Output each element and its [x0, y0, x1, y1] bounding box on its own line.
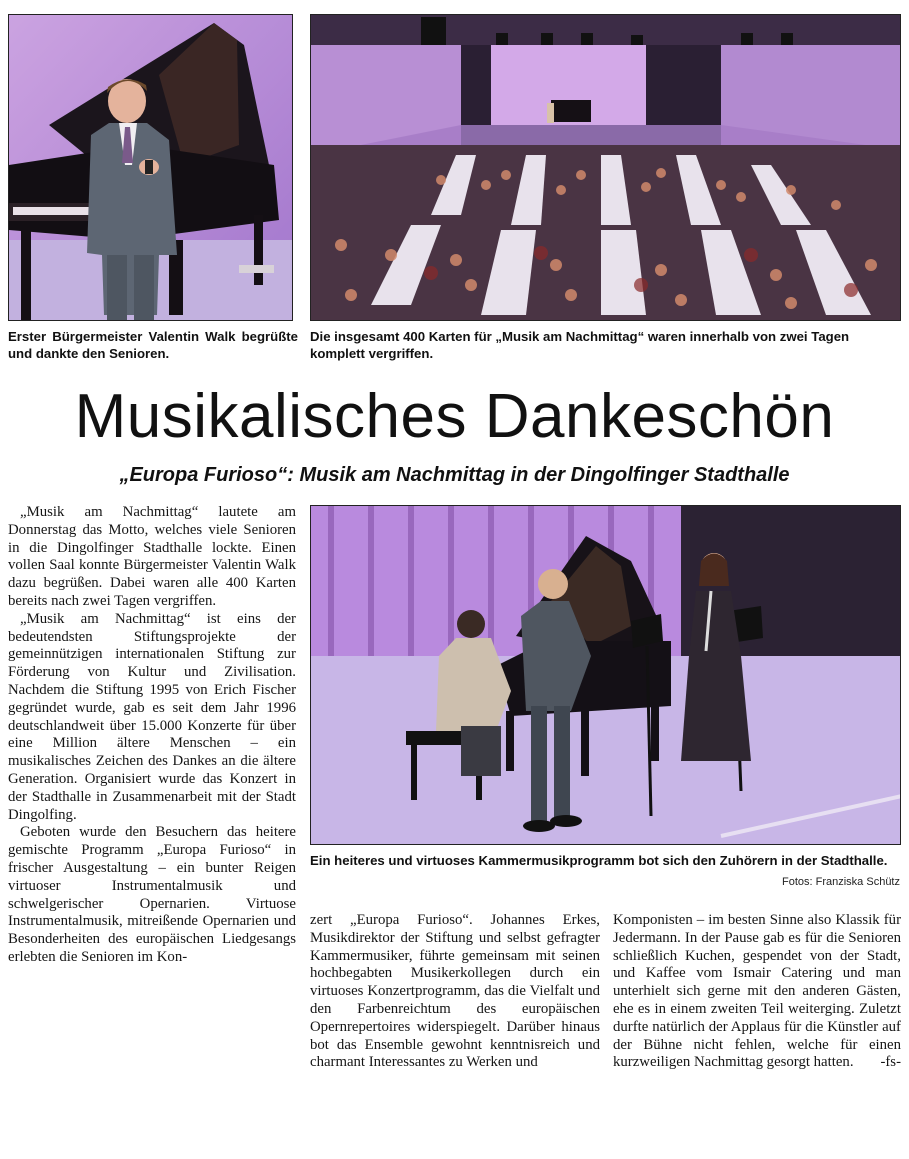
paragraph-intro: „Musik am Nachmittag“ lautete am Donnerstag das Motto, welches viele Senioren in die Dingolfinger Stadthalle lockte. Einen vollen Saal konnte Bürgermeister Valentin Walk dazu begrüßen. Dabei waren alle 400 Karten bereits nach zwei Tagen vergriffen.	[8, 504, 296, 609]
chamber-music-illustration	[311, 506, 901, 845]
paragraph-closing	[613, 912, 901, 1072]
author-initials: -fs-	[880, 1054, 901, 1071]
headline: Musikalisches Dankeschön	[74, 382, 835, 451]
caption-mayor: Erster Bürgermeister Valentin Walk begrüßte und dankte den Senioren.	[8, 329, 298, 361]
subheadline: „Europa Furioso“: Musik am Nachmittag in der Dingolfinger Stadthalle	[119, 464, 790, 486]
closing-text: Komponisten – im besten Sinne also Klassik für Jedermann. In der Pause gab es für die Senioren schließlich Kuchen, gespendet von der Stadt, und Kaffee vom Ismair Catering und man unterhielt sich gerne mit den anderen Gästen, ehe es in einem zweiten Teil weiterging. Zuletzt durfte natürlich der Applaus für die Künstler auf der Bühne nicht fehlen, welche für einen kurzweiligen Nachmittag gesorgt hatten.	[613, 912, 901, 1071]
article-column-1	[8, 504, 296, 967]
photo-credit: Fotos: Franziska Schütz	[782, 876, 900, 888]
photo-chamber-music	[310, 505, 901, 845]
photo-audience-hall	[310, 14, 901, 321]
mayor-speech-illustration	[9, 15, 293, 321]
paragraph-concert: zert „Europa Furioso“. Johannes Erkes, Musikdirektor der Stiftung und selbst gefragter Kammermusiker, führte gemeinsam mit seinen hochbegabten Musikerkollegen durch ein virtuoses Konzertprogramm, das die Vielfalt und den Farbenreichtum des europäischen Opernrepertoires widerspiegelt. Darüber hinaus bot das Ensemble gewohnt kenntnisreich und charmant Interessantes zu Werken und	[310, 912, 600, 1071]
caption-audience: Die insgesamt 400 Karten für „Musik am Nachmittag“ waren innerhalb von zwei Tagen komplett vergriffen.	[310, 329, 850, 361]
audience-hall-illustration	[311, 15, 901, 321]
paragraph-foundation: „Musik am Nachmittag“ ist eins der bedeutendsten Stiftungsprojekte der gemeinnützigen internationalen Stiftung zur Förderung von Kultur und Zivilisation. Nachdem die Stiftung 1995 von Erich Fischer gegründet wurde, gab es seit dem Jahr 1996 deutschlandweit über 15.000 Konzerte für über eine Million ältere Menschen – ein musikalisches Zeichen des Dankes an die ältere Generation. Organisiert wurde das Konzert in der Stadthalle in Zusammenarbeit mit der Stadt Dingolfing.	[8, 610, 296, 823]
caption-chamber-music: Ein heiteres und virtuoses Kammermusikprogramm bot sich den Zuhörern in der Stadthalle.	[310, 853, 888, 868]
article-column-3	[613, 912, 901, 1072]
photo-mayor-speech	[8, 14, 293, 321]
article-column-2	[310, 912, 600, 1072]
paragraph-program: Geboten wurde den Besuchern das heitere gemischte Programm „Europa Furioso“ in frischer Ausgestaltung – ein bunter Reigen virtuoser Instrumentalmusik und schwelgerischer Opernarien. Virtuose Instrumentalmusik, mitreißende Opernarien und Besonderheiten des europäischen Liedgesangs erlebten die Senioren im Kon-	[8, 824, 296, 965]
